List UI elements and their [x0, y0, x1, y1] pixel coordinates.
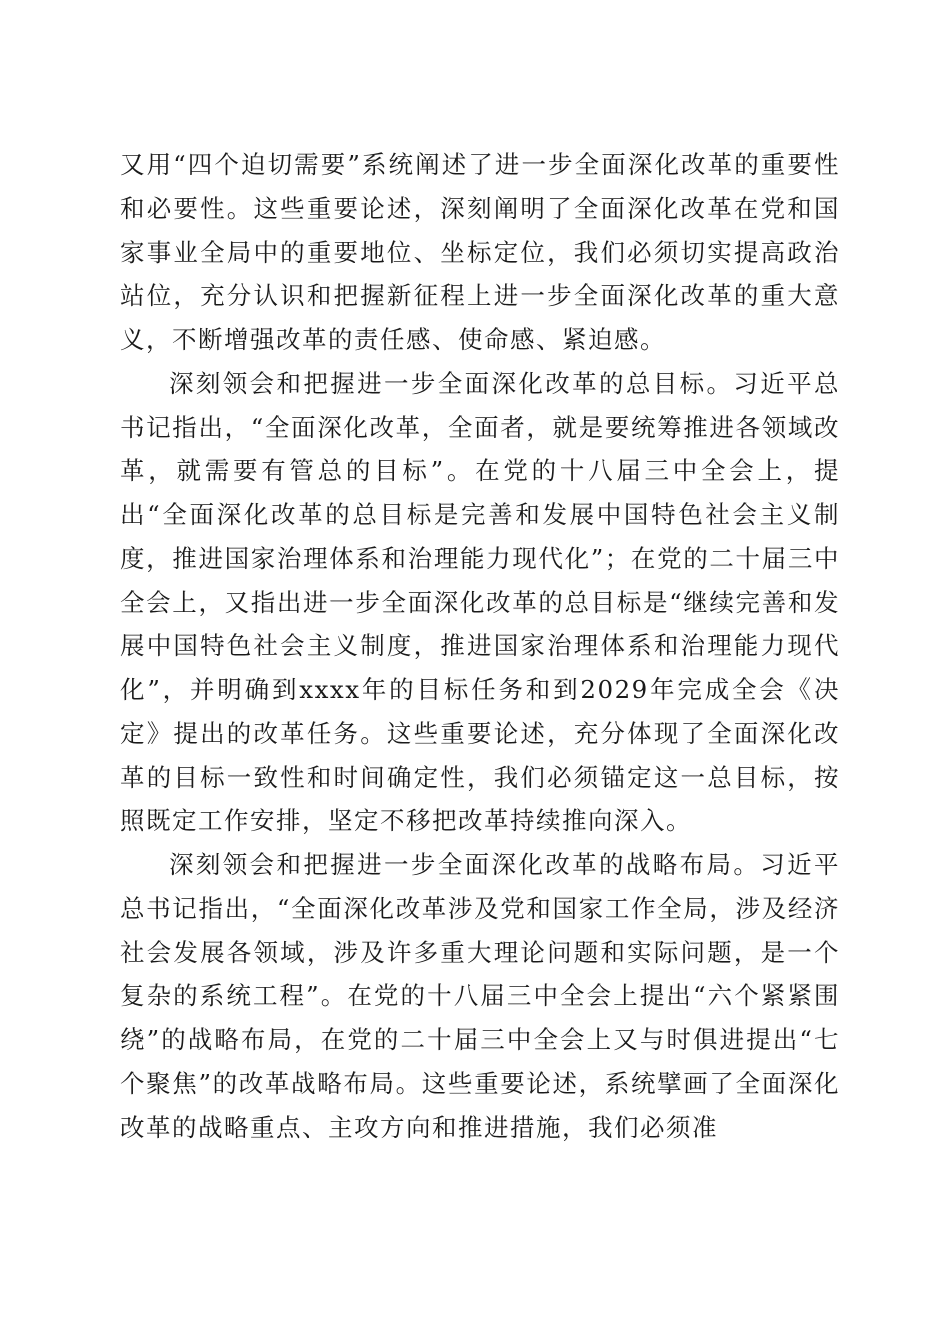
paragraph-2: 深刻领会和把握进一步全面深化改革的总目标。习近平总书记指出，“全面深化改革，全面者，就是要统筹推进各领域改革，就需要有管总的目标”。在党的十八届三中全会上，提出“全面深化改革的总目标是完善和发展中国特色社会主义制度，推进国家治理体系和治理能力现代化”；在党的二十届三中全会上，又指出进一步全面深化改革的总目标是“继续完善和发展中国特色社会主义制度，推进国家治理体系和治理能力现代化”，并明确到xxxx年的目标任务和到2029年完成全会《决定》提出的改革任务。这些重要论述，充分体现了全面深化改革的目标一致性和时间确定性，我们必须锚定这一总目标，按照既定工作安排，坚定不移把改革持续推向深入。: [120, 368, 840, 836]
document-body: [120, 143, 840, 1149]
paragraph-1: 又用“四个迫切需要”系统阐述了进一步全面深化改革的重要性和必要性。这些重要论述，深刻阐明了全面深化改革在党和国家事业全局中的重要地位、坐标定位，我们必须切实提高政治站位，充分认识和把握新征程上进一步全面深化改革的重大意义，不断增强改革的责任感、使命感、紧迫感。: [120, 150, 840, 354]
paragraph-3: 深刻领会和把握进一步全面深化改革的战略布局。习近平总书记指出，“全面深化改革涉及党和国家工作全局，涉及经济社会发展各领域，涉及许多重大理论问题和实际问题，是一个复杂的系统工程”。在党的十八届三中全会上提出“六个紧紧围绕”的战略布局，在党的二十届三中全会上又与时俱进提出“七个聚焦”的改革战略布局。这些重要论述，系统擘画了全面深化改革的战略重点、主攻方向和推进措施，我们必须准: [120, 850, 840, 1142]
